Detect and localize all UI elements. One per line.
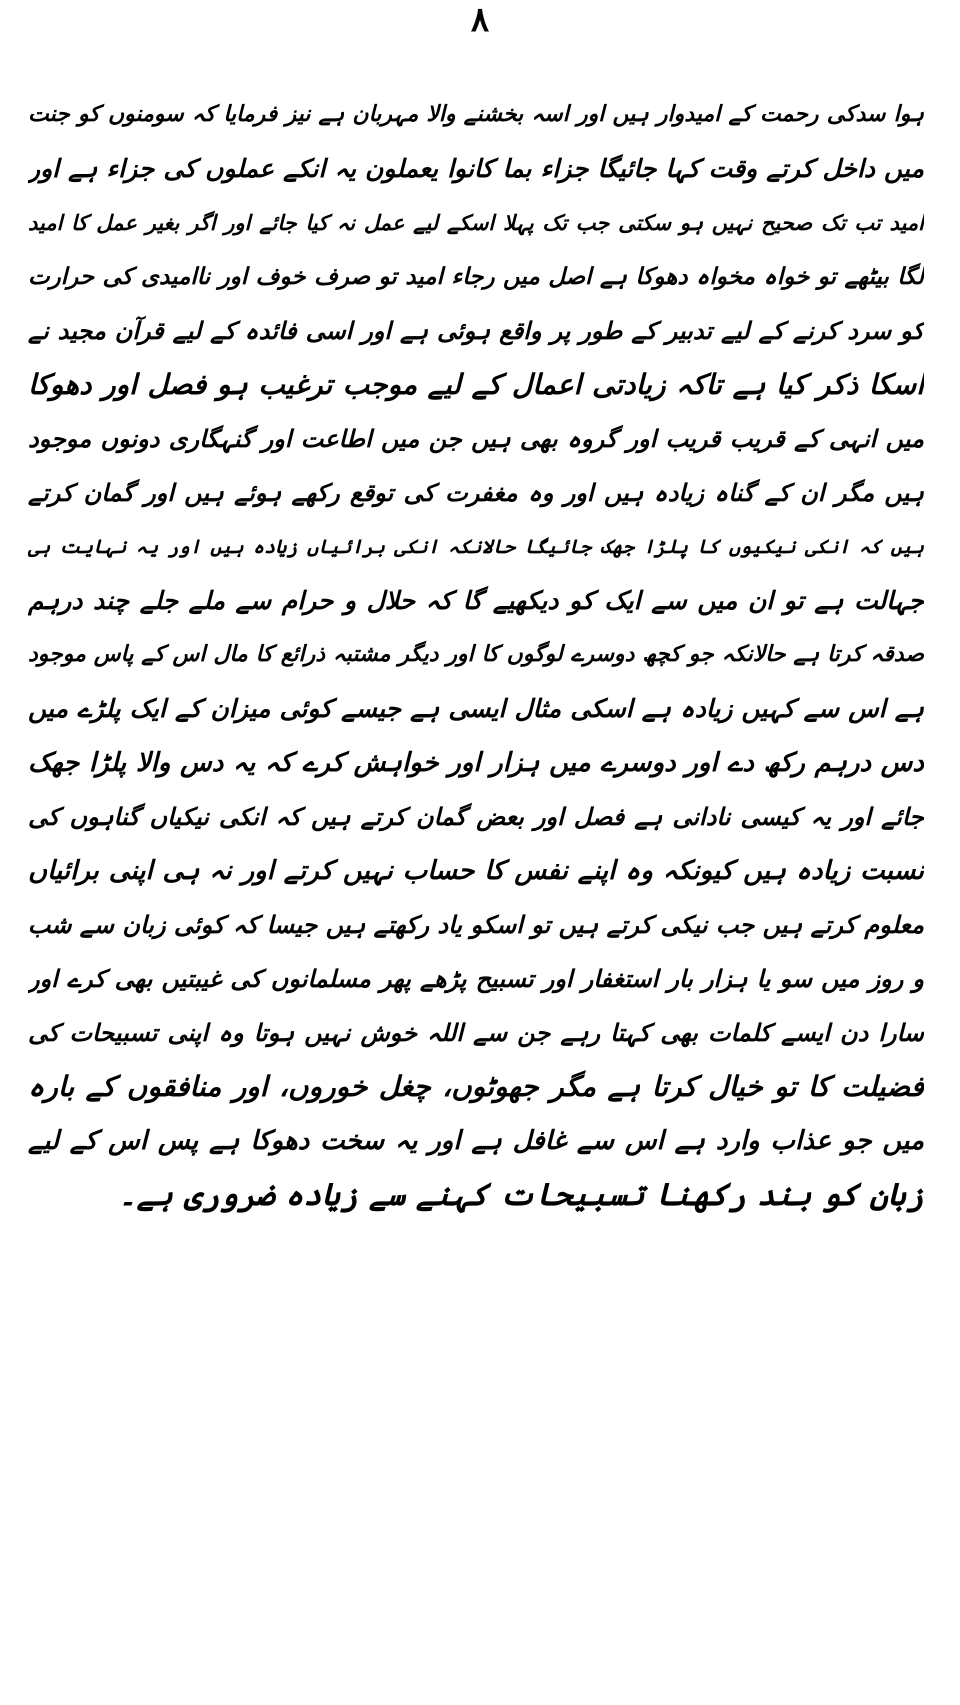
text-line: میں جو عذاب وارد ہے اس سے غافل ہے اور یہ سخت دھوکا ہے پس اس کے لیے bbox=[28, 1126, 924, 1156]
text-line: لگا بیٹھے تو خواہ مخواہ دھوکا ہے اصل میں رجاء امید تو صرف خوف اور ناامیدی کی حرارت bbox=[28, 264, 924, 290]
text-line: و روز میں سو یا ہزار بار استغفار اور تسبیح پڑھے پھر مسلمانوں کی غیبتیں بھی کرے اور bbox=[28, 965, 924, 993]
text-line: امید تب تک صحیح نہیں ہو سکتی جب تک پہلا اسکے لیے عمل نہ کیا جائے اور اگر بغیر عمل کا امید bbox=[28, 211, 924, 235]
text-line: جہالت ہے تو ان میں سے ایک کو دیکھیے گا کہ حلال و حرام سے ملے جلے چند درہم bbox=[28, 586, 924, 615]
text-line: ہے اس سے کہیں زیادہ ہے اسکی مثال ایسی ہے جیسے کوئی میزان کے ایک پلڑے میں bbox=[28, 694, 924, 723]
urdu-text-body bbox=[28, 88, 924, 1222]
text-line: ہیں مگر ان کے گناہ زیادہ ہیں اور وہ مغفرت کی توقع رکھے ہوئے ہیں اور گمان کرتے bbox=[28, 479, 924, 507]
text-line: جائے اور یہ کیسی نادانی ہے فصل اور بعض گمان کرتے ہیں کہ انکی نیکیاں گناہوں کی bbox=[28, 803, 924, 831]
text-line: زبان کو بند رکھنا تسبیحات کہنے سے زیادہ ضروری ہے۔ bbox=[118, 1177, 924, 1213]
text-line: کو سرد کرنے کے لیے تدبیر کے طور پر واقع ہوئی ہے اور اسی فائدہ کے لیے قرآن مجید نے bbox=[28, 317, 924, 345]
text-line: نسبت زیادہ ہیں کیونکہ وہ اپنے نفس کا حساب نہیں کرتے اور نہ ہی اپنی برائیاں bbox=[28, 856, 924, 886]
text-line: میں انہی کے قریب قریب اور گروہ بھی ہیں جن میں اطاعت اور گنہگاری دونوں موجود bbox=[28, 425, 924, 453]
text-line: سارا دن ایسے کلمات بھی کہتا رہے جن سے اللہ خوش نہیں ہوتا وہ اپنی تسبیحات کی bbox=[28, 1019, 924, 1047]
text-line: فضیلت کا تو خیال کرتا ہے مگر جھوٹوں، چغل خوروں، اور منافقوں کے بارہ bbox=[28, 1070, 924, 1103]
text-line: ہوا سدکی رحمت کے امیدوار ہیں اور اسہ بخشنے والا مہربان ہے نیز فرمایا کہ سومنوں کو جنت bbox=[28, 102, 924, 127]
text-line: اسکا ذکر کیا ہے تاکہ زیادتی اعمال کے لیے موجب ترغیب ہو فصل اور دھوکا bbox=[28, 368, 924, 401]
text-line: معلوم کرتے ہیں جب نیکی کرتے ہیں تو اسکو یاد رکھتے ہیں جیسا کہ کوئی زبان سے شب bbox=[28, 911, 924, 939]
text-line: میں داخل کرتے وقت کہا جائیگا جزاء بما کانوا یعملون یہ انکے عملوں کی جزاء ہے اور bbox=[28, 154, 924, 183]
text-line: ہیں کہ انکی نیکیوں کا پلڑا جھک جائیگا حالانکہ انکی برائیاں زیادہ ہیں اور یہ نہایت ہی bbox=[28, 536, 924, 558]
text-line: صدقہ کرتا ہے حالانکہ جو کچھ دوسرے لوگوں کا اور دیگر مشتبہ ذرائع کا مال اس کے پاس موجود bbox=[28, 642, 924, 667]
text-line: دس درہم رکھ دے اور دوسرے میں ہزار اور خواہش کرے کہ یہ دس والا پلڑا جھک bbox=[28, 748, 924, 778]
page-number: ۸ bbox=[470, 0, 490, 40]
